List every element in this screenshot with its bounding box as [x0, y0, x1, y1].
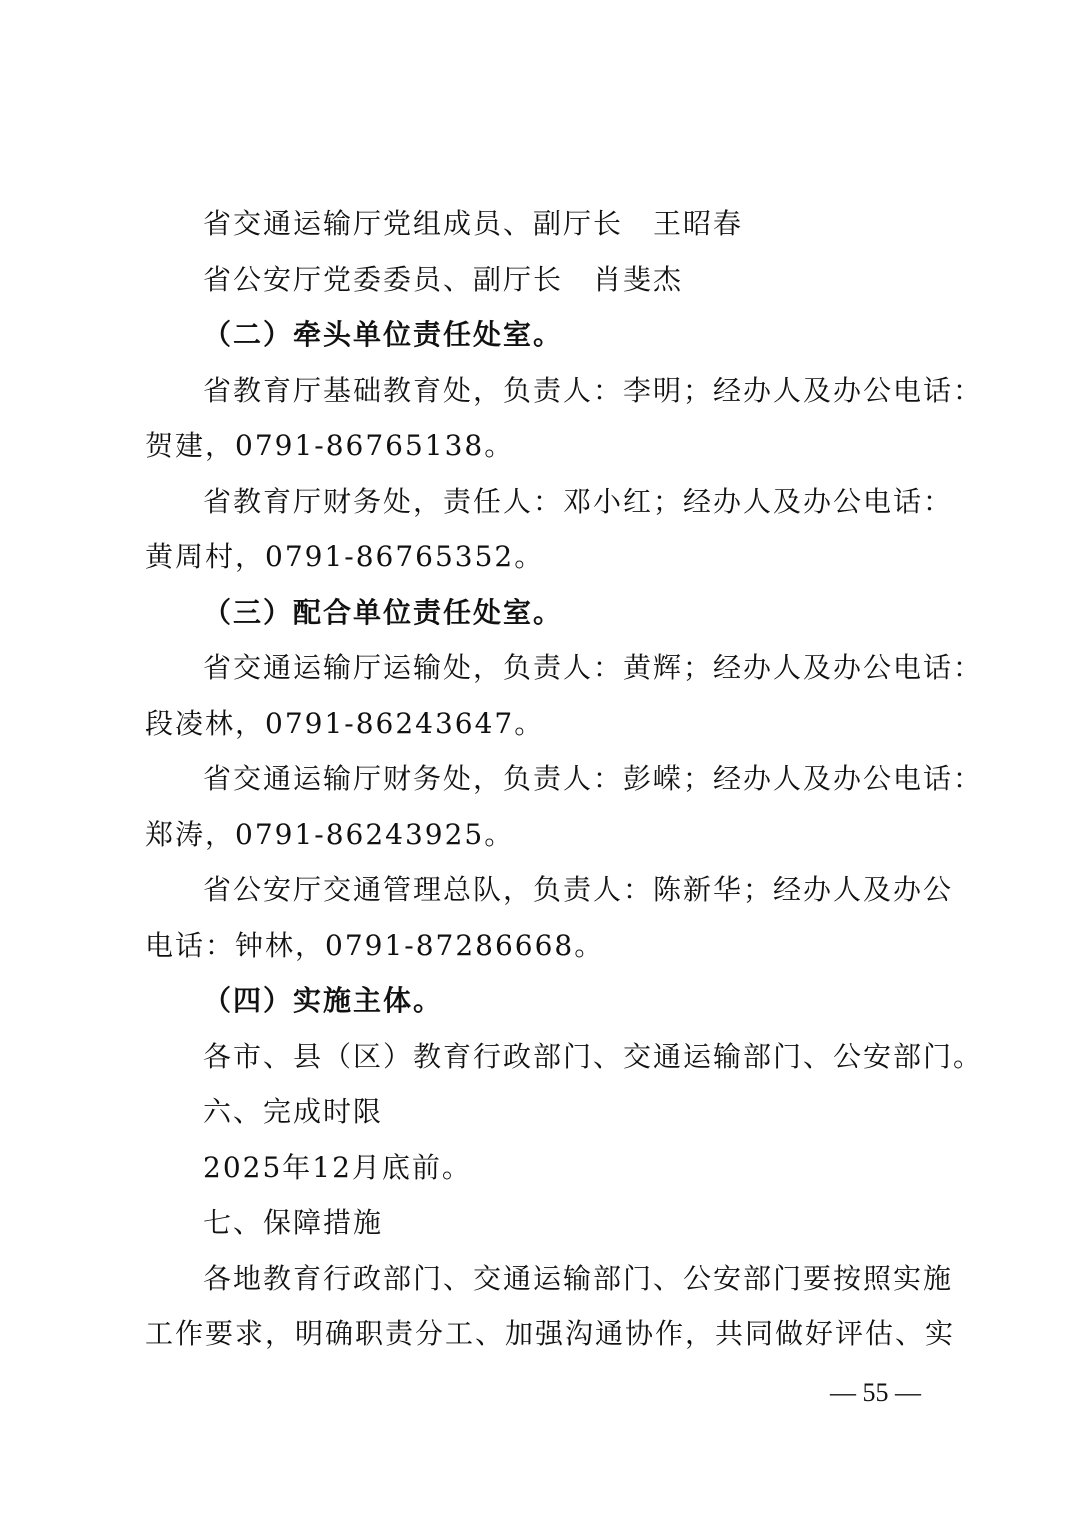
paragraph-line: 郑涛，0791-86243925。 [145, 818, 515, 851]
deadline-text: 2025年12月底前。 [203, 1151, 472, 1184]
paragraph-line: 省交通运输厅财务处，负责人：彭嵘；经办人及办公电话： [203, 762, 984, 795]
paragraph-line: 省教育厅基础教育处，负责人：李明；经办人及办公电话： [203, 374, 984, 407]
leader-line-transport: 省交通运输厅党组成员、副厅长 王昭春 [203, 207, 744, 240]
paragraph-line: 电话：钟林，0791-87286668。 [145, 929, 605, 962]
section-heading-safeguards: 七、保障措施 [203, 1206, 384, 1239]
paragraph-line: 省交通运输厅运输处，负责人：黄辉；经办人及办公电话： [203, 651, 984, 684]
paragraph-line: 各市、县（区）教育行政部门、交通运输部门、公安部门。 [203, 1040, 984, 1073]
section-heading-implementers: （四）实施主体。 [203, 984, 444, 1017]
paragraph-line: 省教育厅财务处，责任人：邓小红；经办人及办公电话： [203, 485, 954, 518]
section-heading-supporting-units: （三）配合单位责任处室。 [203, 596, 564, 629]
paragraph-line: 省公安厅交通管理总队，负责人：陈新华；经办人及办公 [203, 873, 954, 906]
paragraph-line: 贺建，0791-86765138。 [145, 429, 515, 462]
paragraph-line: 段凌林，0791-86243647。 [145, 707, 545, 740]
leader-line-police: 省公安厅党委委员、副厅长 肖斐杰 [203, 263, 684, 296]
paragraph-line: 各地教育行政部门、交通运输部门、公安部门要按照实施 [203, 1262, 954, 1295]
section-heading-deadline: 六、完成时限 [203, 1095, 384, 1128]
paragraph-line: 工作要求，明确职责分工、加强沟通协作，共同做好评估、实 [145, 1317, 956, 1350]
page-number: — 55 — [830, 1378, 921, 1407]
section-heading-lead-units: （二）牵头单位责任处室。 [203, 318, 564, 351]
paragraph-line: 黄周村，0791-86765352。 [145, 540, 545, 573]
